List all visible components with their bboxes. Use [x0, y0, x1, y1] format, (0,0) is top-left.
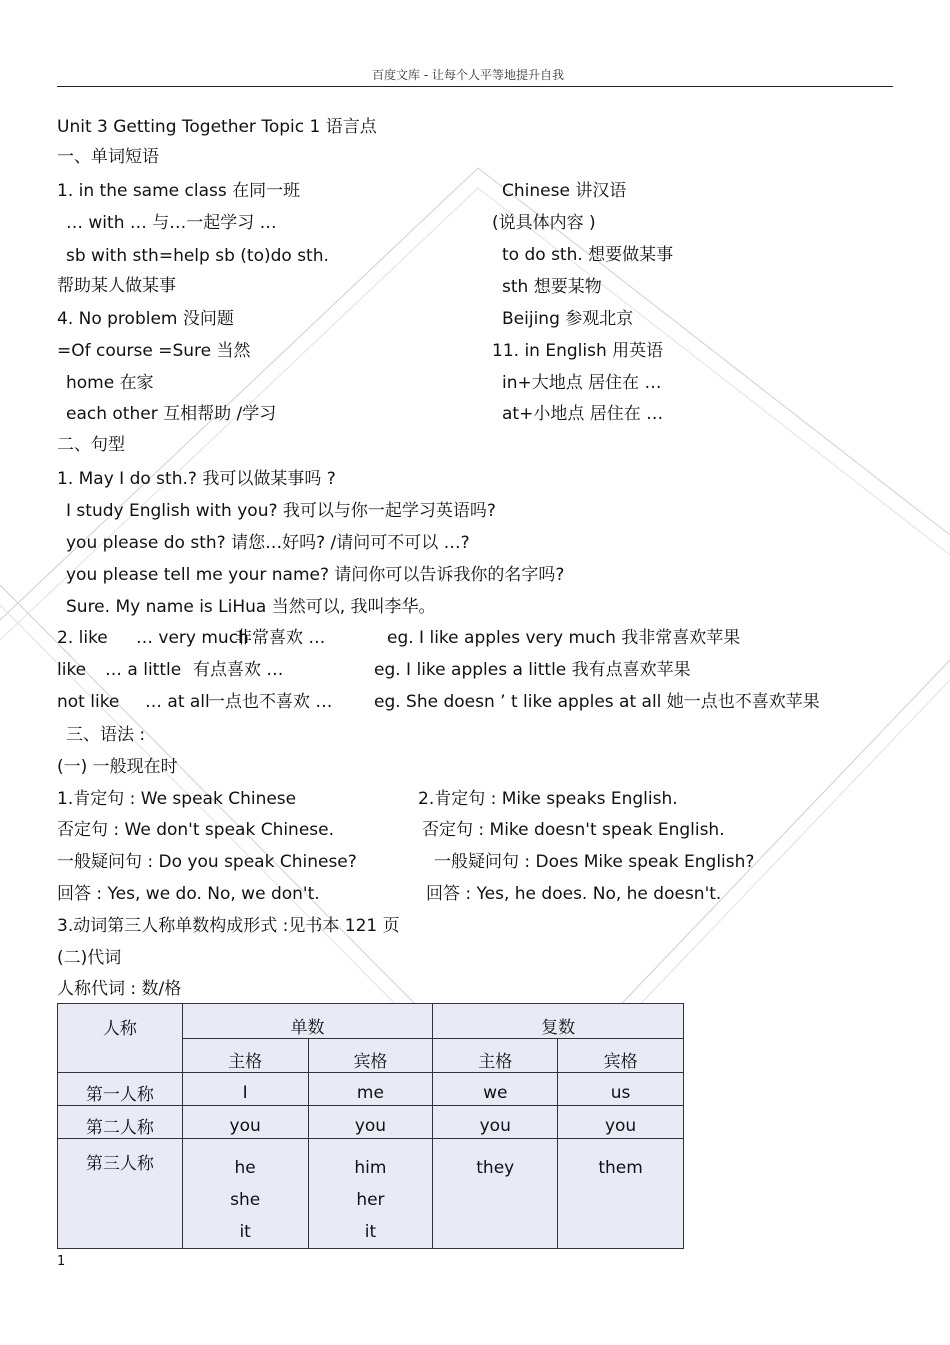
vocab-right-5: Beijing 参观北京: [502, 309, 634, 329]
tense-left-1: 1.肯定句 : We speak Chinese: [57, 789, 297, 809]
cell-first-plural-subject: we: [433, 1073, 558, 1106]
tense-left-2: 否定句 : We don't speak Chinese.: [57, 820, 335, 840]
vocab-right-7: in+大地点 居住在 …: [502, 373, 662, 393]
row-person-label: 第二人称: [58, 1106, 183, 1139]
header-plural: 复数: [433, 1004, 684, 1039]
sub-heading-tense: (一) 一般现在时: [57, 757, 178, 777]
section-grammar-heading: 三、语法 :: [66, 725, 146, 745]
tense-left-4: 回答 : Yes, we do. No, we don't.: [57, 884, 320, 904]
section-sentence-heading: 二、句型: [57, 435, 125, 455]
like-row-3-b: … at all: [145, 692, 210, 712]
like-row-2-c: 有点喜欢 …: [193, 660, 284, 680]
cell-second-plural-object: you: [558, 1106, 684, 1139]
vocab-left-8: each other 互相帮助 /学习: [66, 404, 277, 424]
tense-note: 3.动词第三人称单数构成形式 :见书本 121 页: [57, 916, 400, 936]
pronoun-table: [57, 1003, 684, 1249]
vocab-right-4: sth 想要某物: [502, 277, 602, 297]
sub-heading-pronoun: (二)代词: [57, 948, 122, 968]
like-row-2-d: eg. I like apples a little 我有点喜欢苹果: [374, 660, 691, 680]
like-row-3-c: 一点也不喜欢 …: [208, 692, 333, 712]
like-row-1-a: 2. like: [57, 628, 108, 648]
cell-third-plural-subject: they: [433, 1139, 558, 1249]
vocab-left-6: =Of course =Sure 当然: [57, 341, 251, 361]
vocab-left-5: 4. No problem 没问题: [57, 309, 234, 329]
vocab-right-8: at+小地点 居住在 …: [502, 404, 664, 424]
cell-second-singular-object: you: [308, 1106, 433, 1139]
tense-right-2: 否定句 : Mike doesn't speak English.: [422, 820, 725, 840]
sentence-1: 1. May I do sth.? 我可以做某事吗 ?: [57, 469, 336, 489]
table-caption: 人称代词 : 数/格: [57, 979, 182, 999]
vocab-left-4: 帮助某人做某事: [57, 276, 176, 296]
cell-first-plural-object: us: [558, 1073, 684, 1106]
vocab-left-7: home 在家: [66, 373, 154, 393]
cell-third-singular-object: him her it: [308, 1139, 433, 1249]
header-plural-object: 宾格: [558, 1039, 684, 1073]
like-row-1-b: … very much: [136, 628, 249, 648]
cell-third-singular-subject: he she it: [182, 1139, 308, 1249]
like-row-3-d: eg. She doesn ’ t like apples at all 她一点也不喜欢苹果: [374, 692, 820, 712]
sentence-2: I study English with you? 我可以与你一起学习英语吗?: [66, 501, 496, 521]
like-row-2-a: like: [57, 660, 87, 680]
sentence-4: you please tell me your name? 请问你可以告诉我你的名字吗?: [66, 565, 565, 585]
cell-second-plural-subject: you: [433, 1106, 558, 1139]
doc-title: Unit 3 Getting Together Topic 1 语言点: [57, 117, 377, 137]
row-person-label: 第一人称: [58, 1073, 183, 1106]
tense-left-3: 一般疑问句 : Do you speak Chinese?: [57, 852, 357, 872]
tense-right-1: 2.肯定句 : Mike speaks English.: [418, 789, 678, 809]
vocab-right-6: 11. in English 用英语: [492, 341, 664, 361]
like-row-2-b: … a little: [105, 660, 182, 680]
like-row-1-d: eg. I like apples very much 我非常喜欢苹果: [387, 628, 741, 648]
page-header: 百度文库 - 让每个人平等地提升自我: [372, 68, 564, 82]
header-plural-subject: 主格: [433, 1039, 558, 1073]
header-singular-object: 宾格: [308, 1039, 433, 1073]
header-singular: 单数: [182, 1004, 433, 1039]
tense-right-4: 回答 : Yes, he does. No, he doesn't.: [426, 884, 722, 904]
sentence-3: you please do sth? 请您…好吗? /请问可不可以 …?: [66, 533, 470, 553]
cell-first-singular-object: me: [308, 1073, 433, 1106]
vocab-left-3: sb with sth=help sb (to)do sth.: [66, 246, 329, 266]
cell-third-plural-object: them: [558, 1139, 684, 1249]
like-row-3-a: not like: [57, 692, 120, 712]
row-person-label: 第三人称: [58, 1139, 183, 1249]
header-rule: [57, 86, 893, 87]
cell-first-singular-subject: I: [182, 1073, 308, 1106]
vocab-left-2: … with … 与…一起学习 …: [66, 213, 277, 233]
like-row-1-c: 非常喜欢 …: [235, 628, 326, 648]
vocab-right-2: (说具体内容 ): [492, 213, 596, 233]
section-vocab-heading: 一、单词短语: [57, 147, 159, 167]
vocab-right-1: Chinese 讲汉语: [502, 181, 627, 201]
header-singular-subject: 主格: [182, 1039, 308, 1073]
sentence-5: Sure. My name is LiHua 当然可以, 我叫李华。: [66, 597, 436, 617]
tense-right-3: 一般疑问句 : Does Mike speak English?: [434, 852, 755, 872]
vocab-left-1: 1. in the same class 在同一班: [57, 181, 301, 201]
vocab-right-3: to do sth. 想要做某事: [502, 245, 674, 265]
header-person: 人称: [58, 1004, 183, 1073]
cell-second-singular-subject: you: [182, 1106, 308, 1139]
page-number: 1: [57, 1254, 66, 1269]
